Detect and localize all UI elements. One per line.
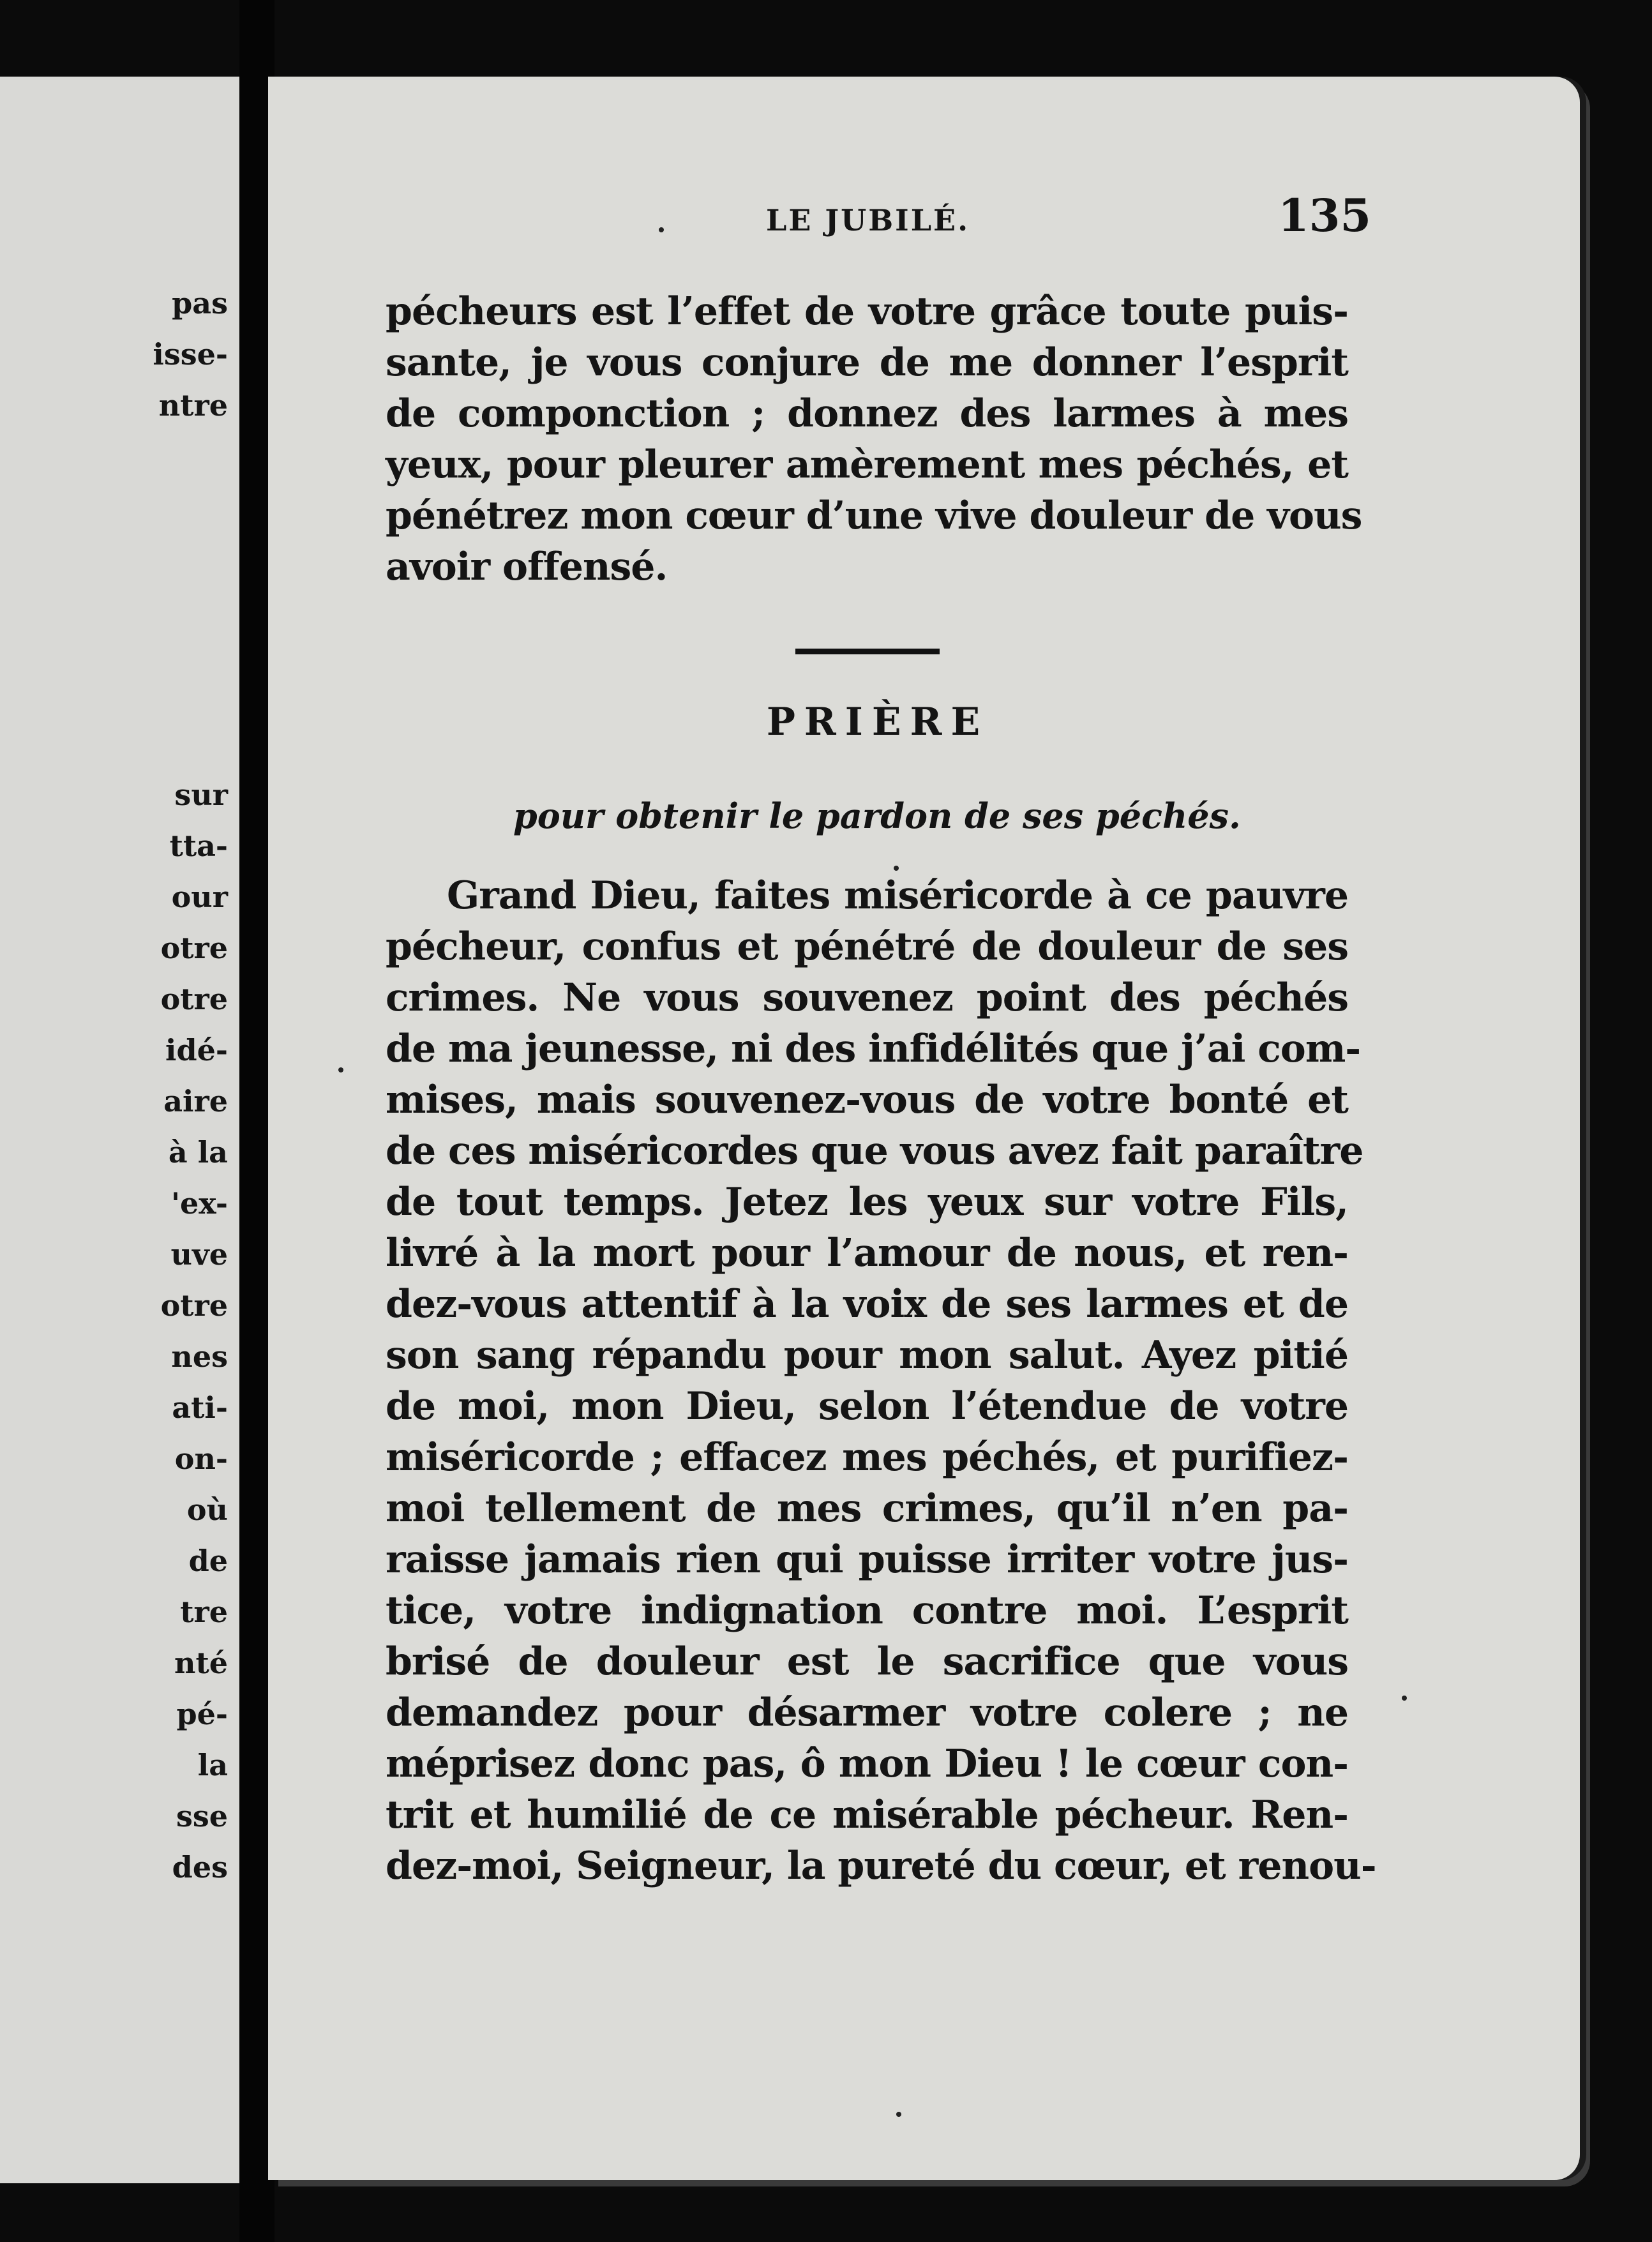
text-line: son sang répandu pour mon salut. Ayez pitié [386,1333,1348,1378]
text-line: sante, je vous conjure de me donner l’esprit [386,340,1348,385]
left-page-fragment: our [171,880,228,914]
text-line: pénétrez mon cœur d’une vive douleur de vous [386,493,1362,538]
text-line: brisé de douleur est le sacrifice que vous [386,1639,1348,1684]
text-line: pécheurs est l’effet de votre grâce toute puis- [386,289,1348,334]
prayer-subtitle: pour obtenir le pardon de ses péchés. [513,795,1241,836]
scan-speck [338,1067,343,1072]
text-line: dez-vous attentif à la voix de ses larmes et de [386,1282,1348,1327]
left-page-fragment: otre [160,931,228,965]
left-facing-page [0,77,242,2183]
scan-speck [1402,1696,1407,1701]
left-page-fragment: de [188,1544,228,1578]
text-line: livré à la mort pour l’amour de nous, et ren- [386,1231,1348,1275]
text-line: yeux, pour pleurer amèrement mes péchés, et [386,442,1348,487]
text-line: miséricorde ; effacez mes péchés, et purifiez- [386,1435,1348,1480]
scan-speck [894,866,899,871]
scan-speck [659,227,664,232]
left-page-fragment: on- [174,1441,228,1476]
left-page-fragment: la [197,1748,228,1782]
left-page-fragment: tta- [169,829,228,863]
left-page-fragment: aire [163,1084,228,1118]
text-line: Grand Dieu, faites miséricorde à ce pauvre [447,873,1348,918]
left-page-fragment: pas [172,286,228,320]
left-page-fragment: otre [160,1288,228,1323]
text-line: de ma jeunesse, ni des infidélités que j’ai com- [386,1027,1361,1071]
left-page-fragment: otre [160,982,228,1016]
page-number: 135 [1278,189,1372,242]
text-line: méprisez donc pas, ô mon Dieu ! le cœur con- [386,1742,1348,1786]
text-line: demandez pour désarmer votre colere ; ne [386,1690,1348,1735]
text-line: de tout temps. Jetez les yeux sur votre Fils, [386,1180,1348,1224]
left-page-fragment: à la [168,1135,228,1170]
section-divider-rule [795,649,940,654]
left-page-fragment: nté [174,1646,228,1680]
left-page-fragment: ntre [158,388,228,423]
left-page-fragment: où [186,1493,228,1527]
text-line: mises, mais souvenez-vous de votre bonté et [386,1078,1348,1122]
left-page-fragment: isse- [153,337,228,372]
prayer-title: PRIÈRE [766,700,989,744]
left-page-fragment: nes [171,1339,228,1374]
text-line: pécheur, confus et pénétré de douleur de ses [386,924,1348,969]
running-head: LE JUBILÉ. [766,203,970,237]
text-line: raisse jamais rien qui puisse irriter votre jus- [386,1537,1348,1582]
left-page-fragment: sse [176,1799,228,1833]
left-page-fragment: uve [170,1237,228,1272]
left-page-fragment: sur [174,778,228,812]
text-line: dez-moi, Seigneur, la pureté du cœur, et renou- [386,1844,1376,1888]
left-page-fragment: pé- [176,1697,228,1731]
left-page-fragment: tre [180,1595,228,1629]
left-page-fragment: ati- [172,1390,228,1425]
text-line: avoir offensé. [386,545,668,589]
scan-speck [896,2112,901,2117]
text-line: de componction ; donnez des larmes à mes [386,391,1348,436]
text-line: de moi, mon Dieu, selon l’étendue de votre [386,1384,1348,1429]
left-page-fragment: idé- [165,1033,228,1067]
left-page-fragment: 'ex- [170,1186,228,1221]
text-line: de ces miséricordes que vous avez fait paraître [386,1129,1363,1173]
text-line: trit et humilié de ce misérable pécheur. Ren- [386,1793,1348,1837]
text-line: crimes. Ne vous souvenez point des péchés [386,975,1348,1020]
left-page-fragment: des [172,1850,228,1885]
text-line: moi tellement de mes crimes, qu’il n’en pa- [386,1486,1348,1531]
text-line: tice, votre indignation contre moi. L’esprit [386,1588,1348,1633]
